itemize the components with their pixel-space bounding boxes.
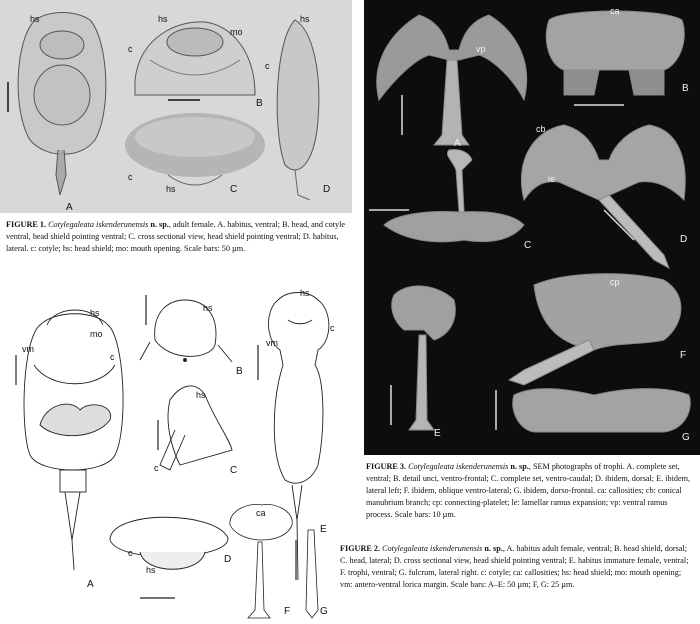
fig1-label-hs-d: hs [300,14,310,24]
fig3-panel-a: A [454,138,461,149]
fig1-caption-prefix: FIGURE 1. [6,220,47,229]
fig1-label-hs-c: hs [166,184,176,194]
fig2-caption-status: n. sp. [484,544,503,553]
figure-2-caption [340,543,695,591]
fig2-caption-species: Cotylegaleata iskenderunensis [382,544,483,553]
fig3-c-trophi [369,149,524,241]
fig2-label-vm-a: vm [22,344,34,354]
fig2-label-vm-e: vm [266,338,278,348]
fig1-c-cross-section [125,113,265,185]
fig3-panel-f: F [680,350,687,361]
fig1-caption-species: Cotylegaleata iskenderunensis [48,220,149,229]
fig3-label-ca: ca [610,6,620,16]
fig3-panel-g: G [682,432,690,443]
fig2-label-hs-d: hs [146,565,156,575]
fig2-f-trophi [230,504,292,618]
figure-1-caption [6,219,350,255]
fig2-panel-c: C [230,465,238,476]
fig2-label-hs-b: hs [203,303,213,313]
fig2-label-hs-e: hs [300,288,310,298]
fig1-a-habitus [8,13,106,196]
fig2-panel-a: A [87,579,94,590]
fig3-g-trophi [496,389,690,432]
figure-1-drawing [0,0,352,213]
fig2-panel-g: G [320,606,328,617]
fig1-d-habitus-lateral [277,20,319,200]
fig2-label-ca-f: ca [256,508,266,518]
fig2-g-fulcrum [296,530,318,618]
fig1-caption-text: , adult female. A. habitus, ventral; B. head, and cotyle ventral, head shield pointing ventral; C. cross sectional view, head shield pointing ventral; D. habitus, lateral. c: cotyle; hs: head shield; mo: mouth opening. Scale bars: 50 µm. [6,220,346,253]
fig2-label-c-a: c [110,352,115,362]
figure-3-sem-photographs [364,0,700,455]
fig1-label-mo: mo [230,27,243,37]
fig3-a-trophi [377,15,527,145]
fig2-caption-prefix: FIGURE 2. [340,544,381,553]
fig1-label-hs: hs [30,14,40,24]
fig2-label-hs-a: hs [90,308,100,318]
fig3-panel-c: C [524,240,532,251]
fig3-caption-prefix: FIGURE 3. [366,462,407,471]
fig1-caption-status: n. sp. [150,220,169,229]
fig1-label-hs-b: hs [158,14,168,24]
fig1-label-c-d: c [265,61,270,71]
fig1-label-c-b: c [128,44,133,54]
fig3-label-le: le [548,174,556,184]
fig3-caption-status: n. sp. [510,462,529,471]
fig2-c-head-lateral [158,386,232,470]
fig1-label-c-c: c [128,172,133,182]
figure-1-micrographs [0,0,352,213]
fig1-panel-a: A [66,202,73,213]
fig2-e-habitus-immature [258,293,329,581]
fig3-panel-b: B [682,83,689,94]
figure-2-drawing [0,280,352,624]
fig3-d-trophi [521,125,688,268]
fig2-label-mo-a: mo [90,329,103,339]
fig3-f-trophi [509,274,681,385]
fig2-label-c-c: c [154,463,159,473]
fig3-panel-d: D [680,234,688,245]
fig3-label-cb: cb [536,124,546,134]
fig2-label-c-e: c [330,323,335,333]
fig2-panel-d: D [224,554,232,565]
fig2-panel-b: B [236,366,243,377]
fig1-panel-b: B [256,98,263,109]
fig3-caption-text: , SEM photographs of trophi. A. complete set, ventral; B. detail unci, ventro-frontal; C. complete set, ventro-caudal; D. ibidem, dorsal; E. ibidem, lateral left; F. ibidem, oblique ventro-lateral; G. ibidem, dorso-frontal. ca: callosities; cb: conical manubrium branch; cp: connecting-platelet; le: lamellar ramus expansion; vp: ventral ramus process. Scale bars: 10 µm. [366,462,690,519]
fig2-panel-f: F [284,606,291,617]
fig3-label-cp: cp [610,277,620,287]
fig3-b-unci [546,11,684,105]
fig2-b-head-shield [140,295,232,362]
fig2-label-hs-c: hs [196,390,206,400]
fig2-panel-e: E [320,524,327,535]
figure-2-line-drawings [0,280,352,624]
fig1-panel-d: D [323,184,331,195]
figure-3-caption [366,461,696,521]
fig3-label-vp: vp [476,44,486,54]
fig3-panel-e: E [434,428,441,439]
fig3-e-trophi [391,286,455,430]
fig2-caption-text: , A. habitus adult female, ventral; B. head shield, dorsal; C. head, lateral; D. cross sectional view, head shield pointing ventral; E. habitus immature female, ventral; F. trophi, ventral; G. fulcrum, lateral right. c: cotyle; ca: callosities; hs: head shield; mo: mouth opening; vm: antero-ventral lorica margin. Scale bars: A–E: 50 µm; F, G: 25 µm. [340,544,689,589]
fig2-label-c-d: c [128,548,133,558]
fig1-panel-c: C [230,184,238,195]
figure-3-drawing [364,0,700,455]
fig3-caption-species: Cotylegaleata iskenderunensis [408,462,509,471]
